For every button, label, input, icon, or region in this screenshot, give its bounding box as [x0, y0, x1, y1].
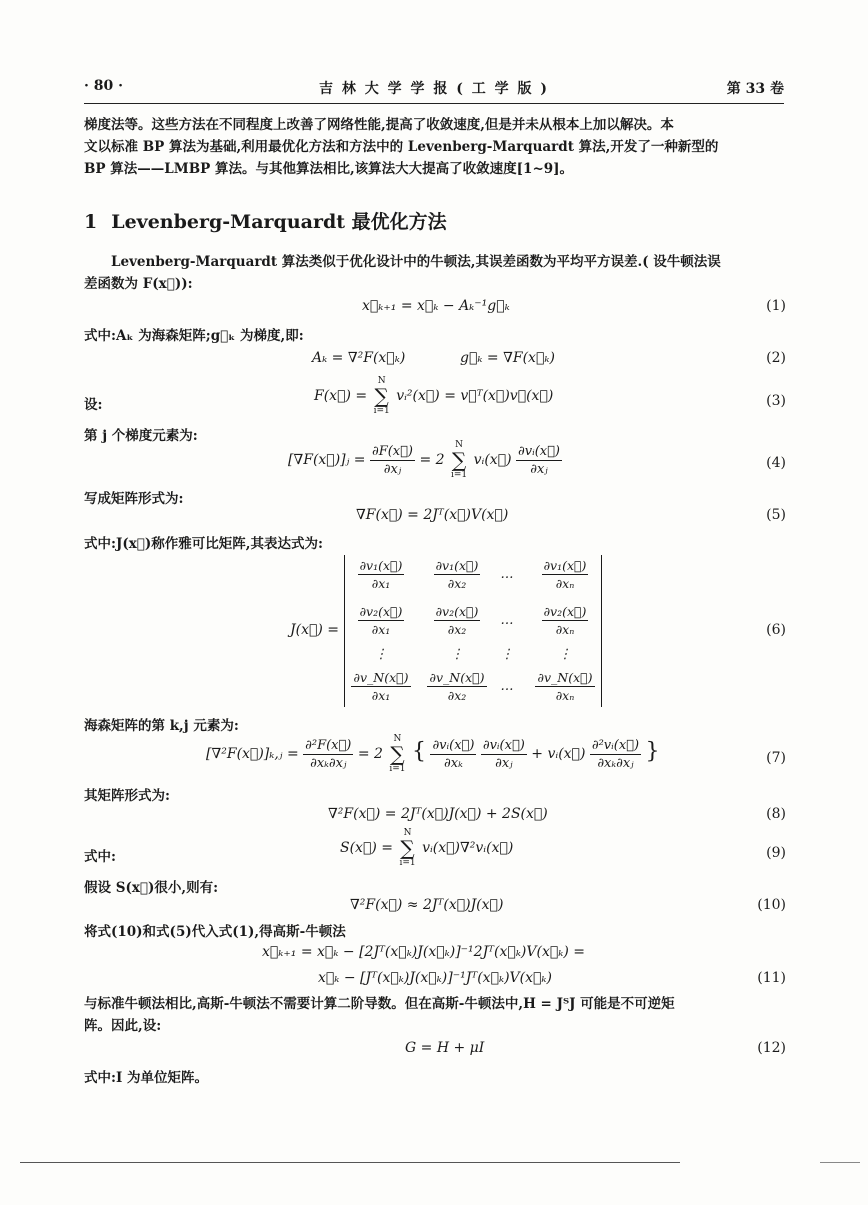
equation-number: (6)	[766, 622, 786, 638]
matrix-cell: $\frac{\text{∂v₁(x⃗)}}{\text{∂xₙ}}$	[543, 558, 587, 591]
equation-1: x⃗ₖ₊₁ = x⃗ₖ − Aₖ⁻¹g⃗ₖ	[362, 298, 510, 314]
text-line: 与标准牛顿法相比,高斯-牛顿法不需要计算二阶导数。但在高斯-牛顿法中,H = JᵀJ 可能是不可逆矩	[84, 996, 675, 1012]
body-paragraph-1	[84, 251, 784, 295]
equation-number: (10)	[757, 897, 786, 913]
equation-9: S(x⃗) = N ∑ i=1 vᵢ(x⃗)∇²vᵢ(x⃗)	[340, 828, 514, 868]
page-number: · 80 ·	[84, 78, 123, 94]
text-line: 差函数为 F(x⃗)):	[84, 276, 193, 292]
intro-paragraph	[84, 114, 784, 180]
equation-11a: x⃗ₖ₊₁ = x⃗ₖ − [2Jᵀ(x⃗ₖ)J(x⃗ₖ)]⁻¹2Jᵀ(x⃗ₖ)V(x⃗ₖ) =	[262, 944, 586, 960]
fraction: $\frac{\partial F(x⃗)}{\text{∂xⱼ}}$	[371, 443, 413, 477]
text-line: 文以标准 BP 算法为基础,利用最优化方法和方法中的 Levenberg-Marquardt 算法,开发了一种新型的	[84, 139, 719, 155]
text-label: 海森矩阵的第 k,j 元素为:	[84, 718, 239, 734]
fraction: $\frac{\text{∂vᵢ(x⃗)}}{\text{∂xⱼ}}$	[482, 737, 525, 771]
text-label: 假设 S(x⃗)很小,则有:	[84, 880, 219, 896]
matrix-cell: …	[500, 679, 514, 694]
text-line: Levenberg-Marquardt 算法类似于优化设计中的牛顿法,其误差函数为平均平方误差.( 设牛顿法误	[111, 254, 721, 270]
equation-number: (9)	[766, 845, 786, 861]
equation-number: (1)	[766, 298, 786, 314]
equation-4: [∇F(x⃗)]ⱼ = $\frac{\partial F(x⃗)}{\text{∂xⱼ}}$ = 2 N ∑ i=1 vᵢ(x⃗) $\frac{\text{∂vᵢ(x⃗)}}{\text{∂xⱼ}}$	[288, 440, 560, 480]
equation-number: (4)	[766, 455, 786, 471]
eq-rhs: vᵢ²(x⃗) = v⃗ᵀ(x⃗)v⃗(x⃗)	[396, 388, 554, 404]
text-label: 式中:	[84, 849, 116, 865]
text-line: BP 算法——LMBP 算法。与其他算法相比,该算法大大提高了收敛速度[1~9]。	[84, 161, 574, 177]
eq-lhs: [∇F(x⃗)]ⱼ =	[288, 452, 366, 468]
text-label: 式中:J(x⃗)称作雅可比矩阵,其表达式为:	[84, 536, 323, 552]
matrix-cell: ⋮	[500, 647, 514, 662]
text-line: 阵。因此,设:	[84, 1018, 162, 1034]
equation-number: (8)	[766, 806, 786, 822]
jacobian-matrix	[344, 555, 602, 707]
sum-operator: N ∑ i=1	[451, 440, 468, 480]
body-paragraph-2	[84, 993, 784, 1037]
matrix-cell: ⋮	[450, 647, 464, 662]
equation-number: (2)	[766, 350, 786, 366]
matrix-cell: $\frac{\partial v\_N(x⃗)}{\text{∂x₁}}$	[353, 670, 409, 703]
equation-2b: g⃗ₖ = ∇F(x⃗ₖ)	[460, 350, 555, 366]
fraction: $\frac{\text{∂²F(x⃗)}}{\text{∂xₖ∂xⱼ}}$	[305, 737, 352, 771]
text-label: 写成矩阵形式为:	[84, 491, 184, 507]
volume-label: 第 33 卷	[726, 81, 784, 97]
equation-number: (3)	[766, 393, 786, 409]
section-number: 1	[84, 211, 98, 233]
equation-3	[314, 376, 553, 416]
footer-rule	[820, 1162, 860, 1163]
footer-rule	[20, 1162, 680, 1163]
equation-number: (11)	[757, 970, 786, 986]
text-line: 梯度法等。这些方法在不同程度上改善了网络性能,提高了收敛速度,但是并未从根本上加以解决。本	[84, 117, 674, 133]
equation-10: ∇²F(x⃗) ≈ 2Jᵀ(x⃗)J(x⃗)	[350, 897, 504, 913]
text-label: 将式(10)和式(5)代入式(1),得高斯-牛顿法	[84, 924, 346, 940]
section-heading	[84, 207, 447, 234]
equation-6-lhs: J(x⃗) =	[290, 622, 340, 638]
equation-number: (7)	[766, 750, 786, 766]
matrix-cell: …	[500, 613, 514, 628]
matrix-cell: ⋮	[558, 647, 572, 662]
equation-5: ∇F(x⃗) = 2Jᵀ(x⃗)V(x⃗)	[356, 507, 509, 523]
section-title: Levenberg-Marquardt 最优化方法	[111, 211, 447, 233]
sum-operator: N ∑ i=1	[373, 376, 390, 416]
running-header	[84, 78, 784, 102]
sum-operator: N ∑ i=1	[399, 828, 416, 868]
fraction: $\frac{\text{∂²vᵢ(x⃗)}}{\text{∂xₖ∂xⱼ}}$	[591, 737, 640, 771]
text-label: 式中:Aₖ 为海森矩阵;g⃗ₖ 为梯度,即:	[84, 328, 304, 344]
matrix-cell: $\frac{\text{∂v₂(x⃗)}}{\text{∂xₙ}}$	[543, 604, 587, 637]
fraction: $\frac{\text{∂vᵢ(x⃗)}}{\text{∂xⱼ}}$	[518, 443, 560, 477]
header-rule	[84, 103, 784, 104]
fraction: $\frac{\text{∂vᵢ(x⃗)}}{\text{∂xₖ}}$	[432, 737, 475, 771]
matrix-cell: …	[500, 567, 514, 582]
text-label: 设:	[84, 397, 103, 413]
text-label: 式中:I 为单位矩阵。	[84, 1070, 208, 1086]
text-label: 第 j 个梯度元素为:	[84, 428, 198, 444]
equation-2a: Aₖ = ∇²F(x⃗ₖ)	[312, 350, 406, 366]
equation-number: (12)	[757, 1040, 786, 1056]
eq-lhs: F(x⃗) =	[314, 388, 368, 404]
equation-number: (5)	[766, 507, 786, 523]
matrix-cell: ⋮	[374, 647, 388, 662]
matrix-cell: $\frac{\partial v\_N(x⃗)}{\text{∂xₙ}}$	[537, 670, 593, 703]
matrix-cell: $\frac{\text{∂v₁(x⃗)}}{\text{∂x₂}}$	[435, 558, 479, 591]
equation-7: [∇²F(x⃗)]ₖ,ⱼ = $\frac{\text{∂²F(x⃗)}}{\text{∂xₖ∂xⱼ}}$ = 2 N ∑ i=1 { $\frac{\text{∂vᵢ(x⃗)}}{\text{∂xₖ}}$ $\frac{\text{∂vᵢ(x⃗)}}{\text{∂xⱼ}}$ + vᵢ(x⃗) $\frac{\text{∂²vᵢ(x⃗)}}{\text{∂xₖ∂xⱼ}}$ }	[206, 734, 660, 774]
text-label: 其矩阵形式为:	[84, 788, 170, 804]
matrix-cell: $\frac{\text{∂v₂(x⃗)}}{\text{∂x₂}}$	[435, 604, 479, 637]
equation-8: ∇²F(x⃗) = 2Jᵀ(x⃗)J(x⃗) + 2S(x⃗)	[328, 806, 548, 822]
matrix-cell: $\frac{\text{∂v₁(x⃗)}}{\text{∂x₁}}$	[359, 558, 403, 591]
sum-operator: N ∑ i=1	[389, 734, 406, 774]
journal-name: 吉 林 大 学 学 报 ( 工 学 版 )	[319, 81, 549, 97]
matrix-cell: $\frac{\text{∂v₂(x⃗)}}{\text{∂x₁}}$	[359, 604, 403, 637]
equation-12: G = H + μI	[405, 1040, 485, 1056]
matrix-cell: $\frac{\partial v\_N(x⃗)}{\text{∂x₂}}$	[429, 670, 485, 703]
equation-11b: x⃗ₖ − [Jᵀ(x⃗ₖ)J(x⃗ₖ)]⁻¹Jᵀ(x⃗ₖ)V(x⃗ₖ)	[318, 970, 552, 986]
